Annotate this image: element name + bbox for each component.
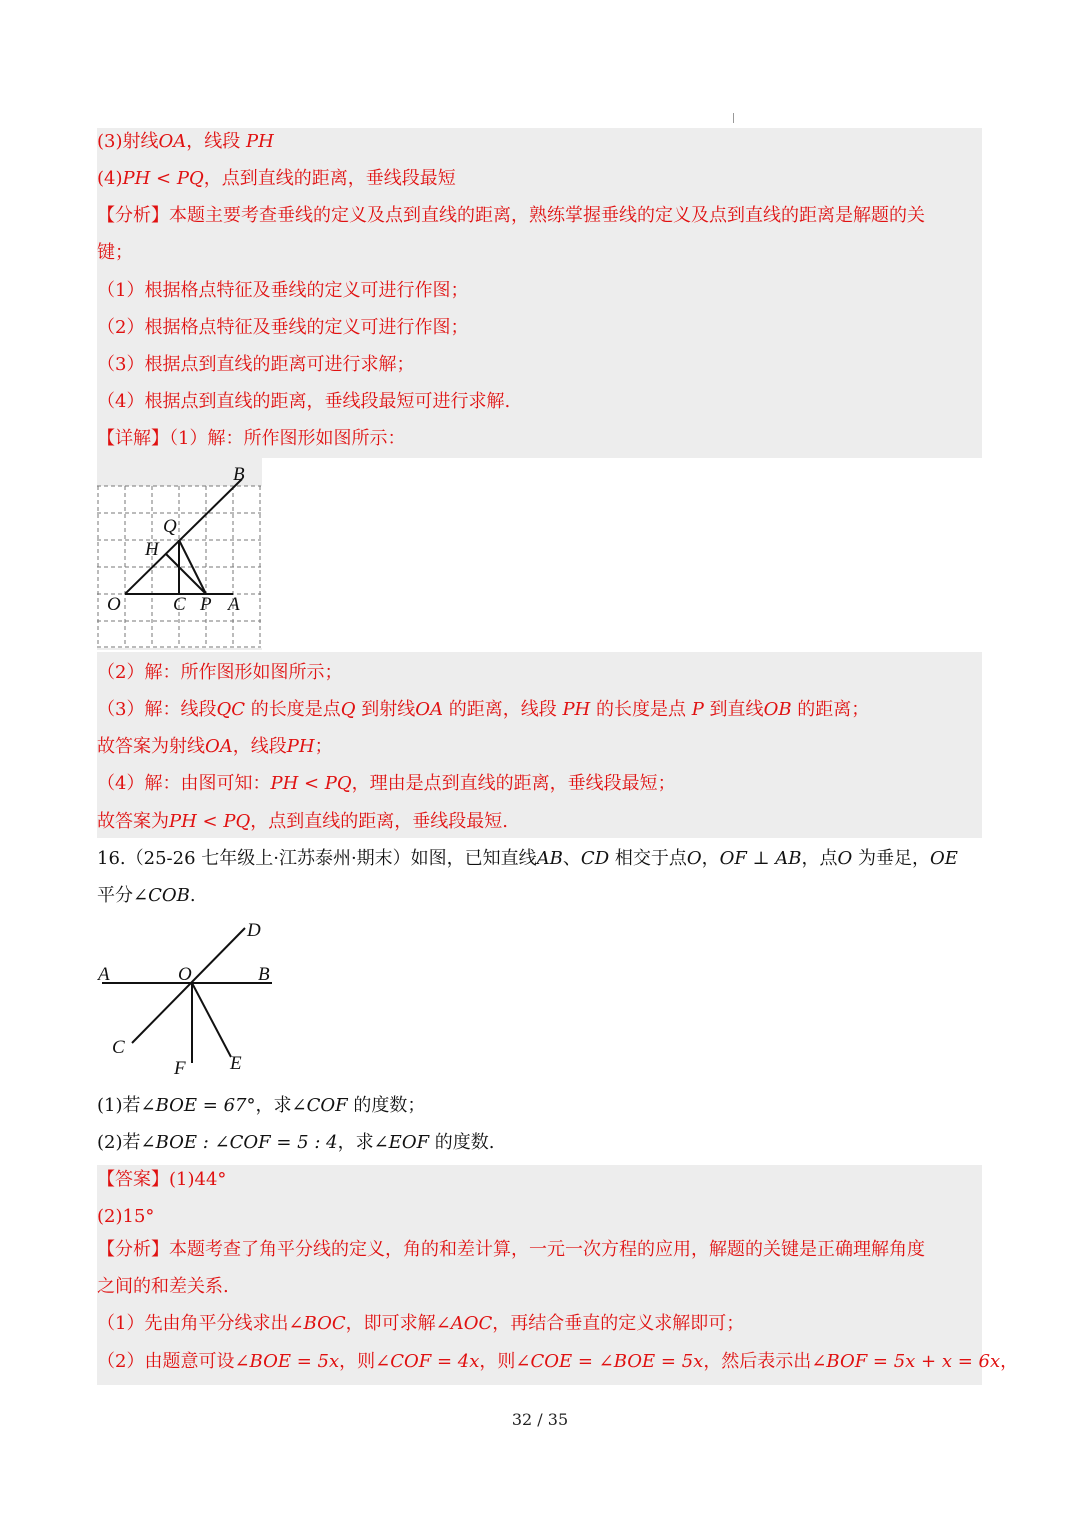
label-B: B xyxy=(233,464,245,485)
label-C: C xyxy=(173,594,186,615)
analysis-16-tag: 【分析】 xyxy=(97,1239,169,1260)
label-H: H xyxy=(145,539,159,560)
label-O2: O xyxy=(178,964,192,985)
label-P: P xyxy=(200,594,212,615)
answer-16-line-1: 【答案】(1)44° xyxy=(97,1169,227,1190)
line-CD xyxy=(132,928,245,1043)
label-D: D xyxy=(247,920,261,941)
page-number: 32 / 35 xyxy=(511,1410,569,1429)
label-B2: B xyxy=(258,964,270,985)
detail-answer-4: 故答案为PH < PQ，点到直线的距离，垂线段最短. xyxy=(97,811,508,832)
label-A: A xyxy=(228,594,240,615)
detail-step-3: （3）解：线段QC 的长度是点Q 到射线OA 的距离，线段 PH 的长度是点 P 到直线OB 的距离； xyxy=(97,699,870,720)
answer-line-4: (4)PH < PQ，点到直线的距离，垂线段最短 xyxy=(97,168,456,189)
analysis-16-step-1: （1）先由角平分线求出∠BOC，即可求解∠AOC，再结合垂直的定义求解即可； xyxy=(97,1313,745,1334)
figure2-lines xyxy=(102,928,272,1063)
page-edge-mark xyxy=(733,113,734,123)
detail-step-4: （4）解：由图可知：PH < PQ，理由是点到直线的距离，垂线段最短； xyxy=(97,773,676,794)
analysis-1-line-b: 键； xyxy=(97,242,133,263)
analysis-step-4: （4）根据点到直线的距离，垂线段最短可进行求解. xyxy=(97,391,511,412)
label-Q: Q xyxy=(163,516,177,537)
analysis-16-line-a: 【分析】本题考查了角平分线的定义，角的和差计算，一元一次方程的应用，解题的关键是正确理解角度 xyxy=(97,1239,925,1260)
answer-16-line-2: (2)15° xyxy=(97,1206,155,1227)
analysis-step-3: （3）根据点到直线的距离可进行求解； xyxy=(97,354,415,375)
problem-16-line-a: 16.（25-26 七年级上·江苏泰州·期末）如图，已知直线AB、CD 相交于点O，OF ⊥ AB，点O 为垂足，OE xyxy=(97,848,958,869)
detail-1-line: 【详解】（1）解：所作图形如图所示： xyxy=(97,428,406,449)
detail-tag: 【详解】 xyxy=(97,428,169,449)
label-O: O xyxy=(107,594,121,615)
answer-tag: 【答案】 xyxy=(97,1169,169,1190)
label-C2: C xyxy=(112,1037,125,1058)
answer-line-3: (3)射线OA，线段 PH xyxy=(97,131,274,152)
ray-OE xyxy=(192,983,231,1057)
problem-16-sub-2: (2)若∠BOE : ∠COF = 5 : 4，求∠EOF 的度数. xyxy=(97,1132,495,1153)
detail-step-2: （2）解：所作图形如图所示； xyxy=(97,662,343,683)
analysis-16-step-2: （2）由题意可设∠BOE = 5x，则∠COF = 4x，则∠COE = ∠BOE = 5x，然后表示出∠BOF = 5x + x = 6x， xyxy=(97,1351,1019,1372)
analysis-16-line-b: 之间的和差关系. xyxy=(97,1276,229,1297)
detail-answer-3: 故答案为射线OA，线段PH； xyxy=(97,736,333,757)
label-F: F xyxy=(174,1058,186,1079)
analysis-step-1: （1）根据格点特征及垂线的定义可进行作图； xyxy=(97,280,469,301)
analysis-step-2: （2）根据格点特征及垂线的定义可进行作图； xyxy=(97,317,469,338)
analysis-1-line-a: 【分析】本题主要考查垂线的定义及点到直线的距离，熟练掌握垂线的定义及点到直线的距离是解题的关 xyxy=(97,205,925,226)
angle-figure xyxy=(97,915,287,1080)
label-E: E xyxy=(230,1053,242,1074)
problem-16-sub-1: (1)若∠BOE = 67°，求∠COF 的度数； xyxy=(97,1095,426,1116)
problem-16-line-b: 平分∠COB. xyxy=(97,885,196,906)
label-A2: A xyxy=(98,964,110,985)
analysis-tag: 【分析】 xyxy=(97,205,169,226)
grid-figure xyxy=(97,458,267,650)
